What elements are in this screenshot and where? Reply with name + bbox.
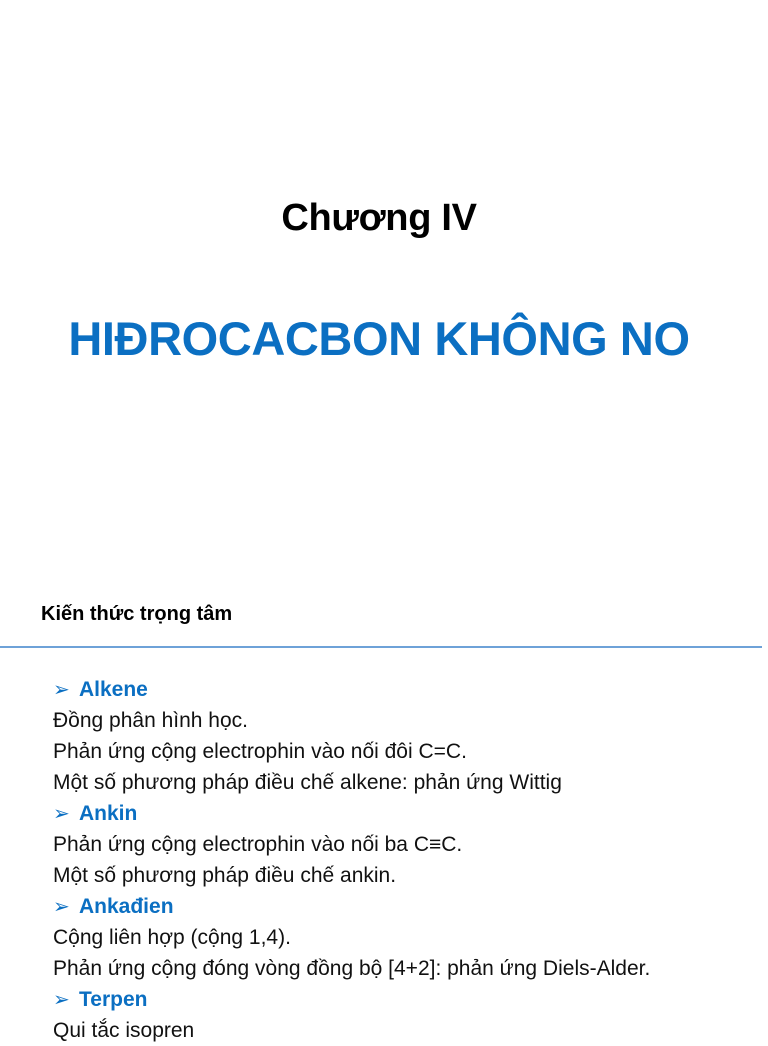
topic-label: Terpen <box>79 988 148 1011</box>
topic-label: Ankin <box>79 802 138 825</box>
topic-terpen <box>53 984 758 1015</box>
arrow-bullet-icon: ➢ <box>53 803 70 825</box>
section-heading: Kiến thức trọng tâm <box>41 603 233 625</box>
section-divider <box>0 646 762 648</box>
topic-detail: Qui tắc isopren <box>53 1019 195 1042</box>
arrow-bullet-icon: ➢ <box>53 679 70 701</box>
topic-label: Ankađien <box>79 895 174 918</box>
topic-ankadien <box>53 891 758 922</box>
topic-detail: Cộng liên hợp (cộng 1,4). <box>53 926 291 949</box>
topic-detail: Một số phương pháp điều chế alkene: phản ứng Wittig <box>53 771 562 794</box>
topic-detail: Phản ứng cộng electrophin vào nối ba C≡C. <box>53 833 463 856</box>
topic-alkene <box>53 674 758 705</box>
topic-ankin <box>53 798 758 829</box>
arrow-bullet-icon: ➢ <box>53 896 70 918</box>
topic-detail: Đồng phân hình học. <box>53 709 248 732</box>
slide-title: HIĐROCACBON KHÔNG NO <box>68 312 690 365</box>
topic-detail: Phản ứng cộng đóng vòng đồng bộ [4+2]: phản ứng Diels-Alder. <box>53 957 651 980</box>
arrow-bullet-icon: ➢ <box>53 989 70 1011</box>
chapter-label: Chương IV <box>281 197 477 239</box>
topic-list <box>53 674 758 1046</box>
topic-detail: Một số phương pháp điều chế ankin. <box>53 864 397 887</box>
topic-detail: Phản ứng cộng electrophin vào nối đôi C=C. <box>53 740 467 763</box>
topic-label: Alkene <box>79 678 148 701</box>
